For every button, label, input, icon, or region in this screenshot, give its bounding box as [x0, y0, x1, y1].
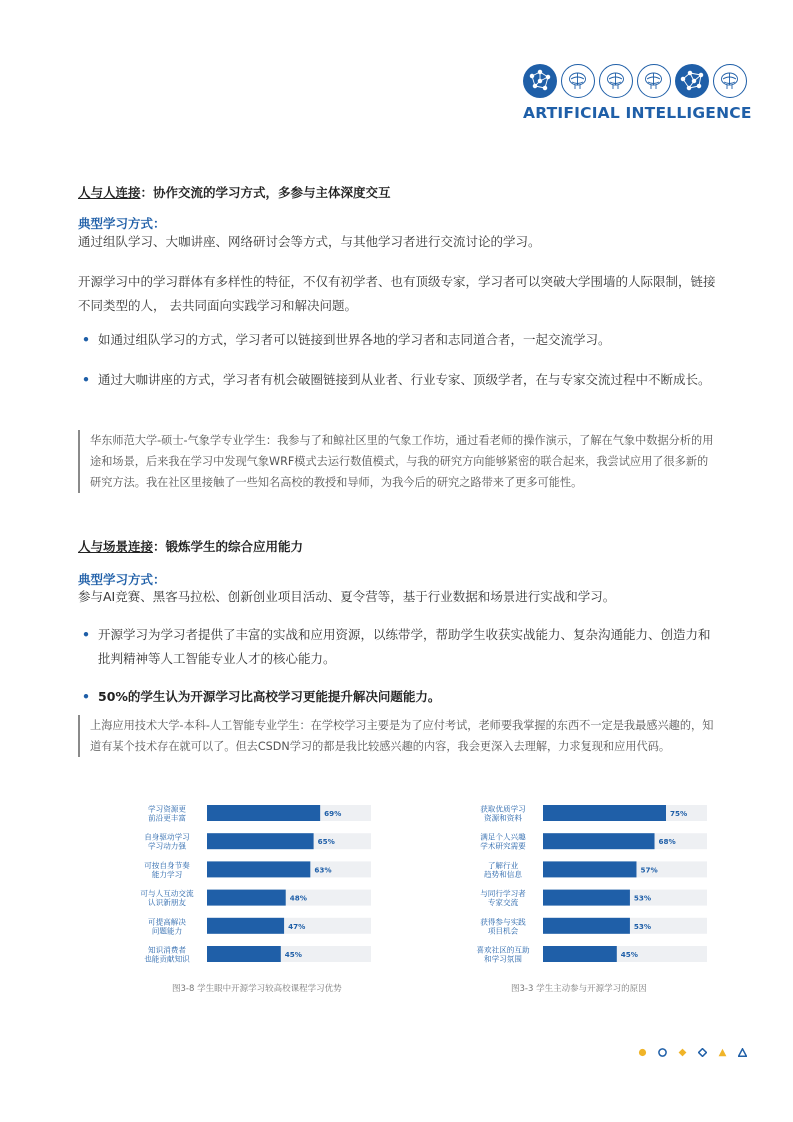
brain-icon [637, 64, 671, 98]
value-label: 53% [633, 921, 652, 931]
category-label: 满足个人兴趣 [480, 832, 526, 842]
testimonial-quote: 上海应用技术大学-本科-人工智能专业学生：在学校学习主要是为了应付考试，老师要我掌握的东西不一定是我最感兴趣的，知道有某个技术存在就可以了。但去CSDN学习的都是我比较感兴趣的内容，我会更深入去理解，力求复现和应用代码。 [78, 715, 718, 757]
triangle-filled-icon [718, 1048, 727, 1057]
category-label: 获取优质学习 [480, 804, 526, 814]
category-label: 学习动力强 [148, 841, 186, 851]
category-label: 喜欢社区的互助 [476, 945, 530, 955]
brain-icon [561, 64, 595, 98]
bullet-dot-icon: • [82, 332, 90, 347]
section-title [78, 183, 391, 201]
subheading: 典型学习方式： [78, 572, 166, 587]
value-label: 53% [633, 893, 652, 903]
bar [207, 805, 320, 821]
bullet-text: 开源学习为学习者提供了丰富的实战和应用资源，以练带学，帮助学生收获实战能力、复杂沟通能力、创造力和批判精神等人工智能专业人才的核心能力。 [98, 627, 711, 666]
bullet-text: 如通过组队学习的方式，学习者可以链接到世界各地的学习者和志同道合者，一起交流学习。 [98, 332, 611, 347]
bar [543, 918, 630, 934]
section-title-text: ：锻炼学生的综合应用能力 [153, 539, 304, 554]
bullet-text: 通过大咖讲座的方式，学习者有机会破圈链接到从业者、行业专家、顶级学者，在与专家交流过程中不断成长。 [98, 372, 711, 387]
brain-icon [599, 64, 633, 98]
bullet-dot-icon: • [82, 627, 90, 642]
section-title [78, 537, 303, 555]
value-label: 48% [289, 893, 307, 903]
paragraph: 通过组队学习、大咖讲座、网络研讨会等方式，与其他学习者进行交流讨论的学习。 [78, 234, 541, 249]
bullet-item [78, 368, 718, 392]
category-label: 认识新朋友 [148, 898, 186, 908]
chart-svg [428, 800, 718, 970]
section-title-keyword: 人与场景连接 [78, 539, 154, 554]
logo-text: ARTIFICIAL INTELLIGENCE [523, 104, 752, 122]
category-label: 自身驱动学习 [144, 832, 190, 842]
chart-caption: 图3-3 学生主动参与开源学习的原因 [511, 984, 647, 994]
logo-circles [523, 64, 751, 98]
bar-chart-advantages [92, 800, 382, 974]
category-label: 资源和资料 [484, 813, 522, 823]
value-label: 68% [658, 837, 676, 847]
category-label: 也能贡献知识 [144, 954, 190, 964]
bar [543, 861, 636, 877]
category-label: 和学习氛围 [484, 954, 522, 964]
category-label: 可提高解决 [148, 917, 186, 927]
section-title-keyword: 人与人连接 [78, 185, 141, 200]
category-label: 学术研究需要 [480, 841, 526, 851]
bullet-dot-icon: • [82, 372, 90, 387]
brand-logo [523, 64, 751, 122]
bullet-text: 50%的学生认为开源学习比高校学习更能提升解决问题能力。 [98, 689, 441, 704]
testimonial-quote: 华东师范大学-硕士-气象学专业学生：我参与了和鲸社区里的气象工作坊，通过看老师的操作演示，了解在气象中数据分析的用途和场景，后来我在学习中发现气象WRF模式去运行数值模式，与我的研究方向能够紧密的联合起来，我尝试应用了很多新的研究方法。我在社区里接触了一些知名高校的教授和导师，为我今后的研究之路带来了更多可能性。 [78, 430, 718, 493]
network-icon [675, 64, 709, 98]
category-label: 问题能力 [151, 926, 183, 936]
paragraph: 开源学习中的学习群体有多样性的特征，不仅有初学者、也有顶级专家，学习者可以突破大学围墙的人际限制，链接不同类型的人， 去共同面向实践学习和解决问题。 [78, 274, 716, 313]
value-label: 45% [620, 950, 639, 959]
bar [543, 890, 630, 906]
footer-decoration [638, 1048, 747, 1057]
circle-outline-icon [658, 1048, 667, 1057]
paragraph: 参与AI竞赛、黑客马拉松、创新创业项目活动、夏令营等，基于行业数据和场景进行实战和学习。 [78, 589, 616, 604]
category-label: 专家交流 [487, 898, 519, 908]
subheading: 典型学习方式： [78, 216, 166, 231]
diamond-filled-icon [678, 1048, 687, 1057]
brain-icon [713, 64, 747, 98]
bullet-item [78, 328, 718, 352]
bar [207, 918, 284, 934]
bar-chart-reasons [428, 800, 718, 974]
bullet-dot-icon: • [82, 689, 90, 704]
bar [207, 890, 286, 906]
category-label: 与同行学习者 [480, 889, 526, 899]
bullet-item-highlight [78, 685, 718, 709]
category-label: 获得参与实践 [480, 917, 526, 927]
category-label: 可按自身节奏 [144, 860, 190, 870]
chart-caption: 图3-8 学生眼中开源学习较高校课程学习优势 [172, 984, 342, 994]
bullet-item [78, 623, 718, 671]
category-label: 项目机会 [487, 926, 519, 936]
diamond-outline-icon [698, 1048, 707, 1057]
bar [207, 946, 281, 962]
bar [207, 833, 314, 849]
bar [543, 946, 617, 962]
network-icon [523, 64, 557, 98]
value-label: 65% [317, 837, 335, 847]
value-label: 75% [670, 809, 688, 818]
value-label: 45% [284, 950, 303, 959]
chart-svg [92, 800, 382, 970]
category-label: 可与人互动交流 [140, 889, 194, 899]
triangle-outline-icon [738, 1048, 747, 1057]
bar [543, 833, 655, 849]
value-label: 47% [288, 921, 306, 931]
value-label: 63% [314, 865, 332, 875]
category-label: 学习资源更 [148, 804, 186, 814]
bar [207, 861, 310, 877]
category-label: 能力学习 [151, 869, 183, 879]
category-label: 趋势和信息 [484, 869, 522, 879]
circle-filled-icon [638, 1048, 647, 1057]
category-label: 知识消费者 [148, 945, 186, 955]
category-label: 了解行业 [487, 860, 519, 870]
bar [543, 805, 666, 821]
category-label: 前沿更丰富 [148, 813, 186, 823]
value-label: 57% [640, 865, 658, 875]
section-title-text: ：协作交流的学习方式，多参与主体深度交互 [140, 185, 391, 200]
value-label: 69% [324, 809, 342, 818]
